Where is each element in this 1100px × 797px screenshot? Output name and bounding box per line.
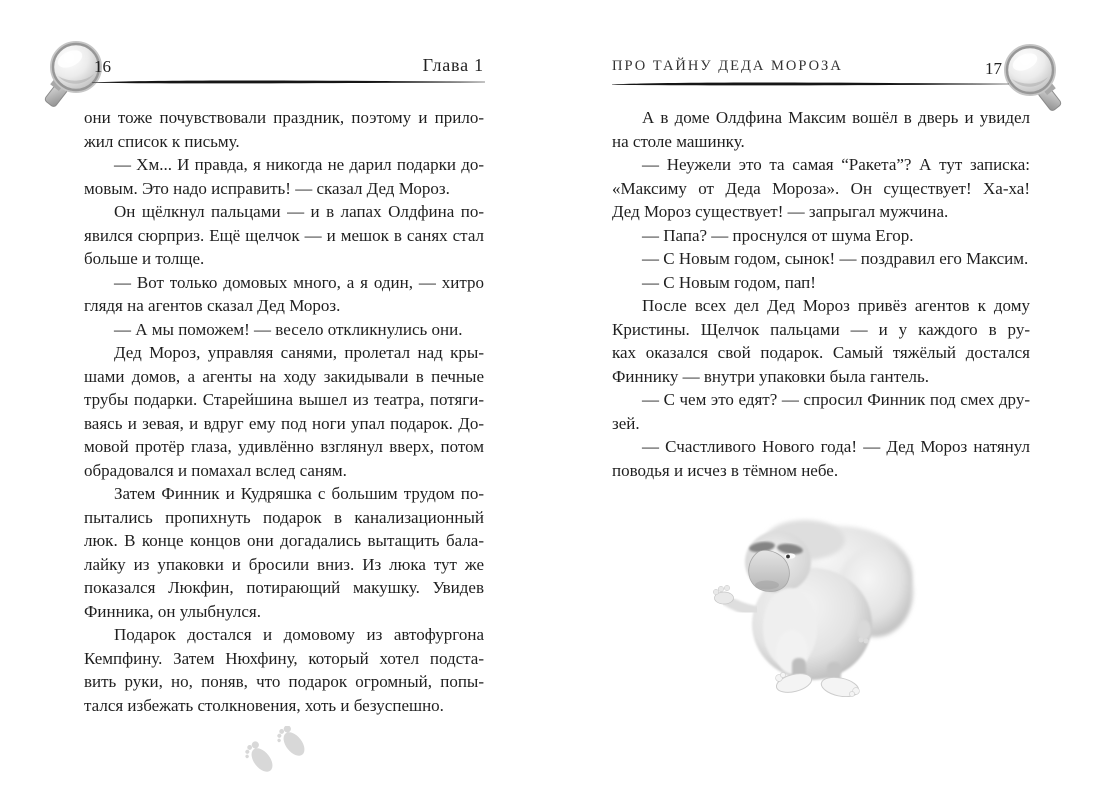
text-line: глядя на агентов сказал Дед Мороз. [84,296,341,315]
header-rule-left [92,80,485,85]
text-line: трубы подарки. Старейшина вышел из театра, потяги- [84,390,484,409]
text-line: ваясь и зевая, и вдруг ему под ноги упал подарок. До- [84,413,484,433]
text-line: Дед Мороз существует! — запрыгал мужчина. [612,202,949,221]
text-line: Затем Финник и Кудряшка с большим трудом по- [114,484,484,503]
text-line: — Папа? — проснулся от шума Егор. [642,225,914,245]
text-line: люк. В конце концов они догадались вытащить бала- [84,531,484,550]
text-line: тался избежать столкновения, хоть и безуспешно. [84,695,444,715]
text-line: «Максиму от Деда Мороза». Он существует! Ха-ха! [612,178,1030,198]
paragraph [84,200,484,271]
footprints-icon [238,726,322,782]
paragraph [612,106,1030,153]
paragraph [84,482,484,623]
creature-illustration [710,512,920,697]
text-column-right [612,106,1030,482]
paragraph [612,153,1030,224]
text-line: больше и толще. [84,249,205,268]
text-line: — С чем это едят? — спросил Финник под смех дру- [642,390,1030,409]
text-line: — Хм... И правда, я никогда не дарил подарки до- [114,155,484,174]
paragraph [84,623,484,717]
text-line: — Вот только домовых много, а я один, — хитро [114,272,484,292]
text-line: Кристины. Щелчок пальцами — и у каждого в ру- [612,319,1030,339]
text-line: Он щёлкнул пальцами — и в лапах Олдфина по- [114,202,484,221]
text-line: — С Новым годом, пап! [642,272,816,292]
text-line: Финнику — внутри упаковки была гантель. [612,366,930,386]
text-line: обрадовался и помахал вслед саням. [84,460,347,480]
page-number-right: 17 [985,59,1002,78]
text-line: зей. [612,413,640,433]
text-line: жил список к письму. [84,131,240,151]
text-line: мовой протёр глаза, удивлённо взглянул вверх, потом [84,437,484,456]
text-line: — С Новым годом, сынок! — поздравил его Максим. [642,249,1029,268]
text-line: Дед Мороз, управляя санями, пролетал над кры- [114,343,484,362]
header-rule-right [612,82,1009,87]
paragraph [612,247,1030,271]
text-line: вить руки, но, поняв, что подарок огромный, попы- [84,672,484,691]
text-line: Кемпфину. Затем Нюхфину, который хотел подста- [84,648,484,668]
paragraph [84,153,484,200]
text-line: Подарок достался и домовому из автофургона [114,625,484,644]
text-line: показался Люкфин, потирающий макушку. Увидев [84,578,484,597]
text-line: мовым. Это надо исправить! — сказал Дед Мороз. [84,178,450,198]
paragraph [612,271,1030,295]
text-line: — Счастливого Нового года! — Дед Мороз натянул [642,437,1030,456]
text-column-left [84,106,484,717]
text-line: лайку из упаковки и бросили вниз. Из люка тут же [84,554,484,574]
magnifier-icon [998,40,1070,114]
paragraph [84,106,484,153]
text-line: шами домов, а агенты на ходу закидывали в печные [84,366,484,386]
paragraph [84,341,484,482]
text-line: пытались пропихнуть подарок в канализационный [84,507,484,527]
text-line: на столе машинку. [612,131,745,151]
page-number-left: 16 [94,57,111,76]
text-line: Финника, он улыбнулся. [84,601,261,621]
text-line: поводья и исчез в тёмном небе. [612,460,839,480]
paragraph [612,388,1030,435]
text-line: — А мы поможем! — весело откликнулись они. [114,319,463,339]
text-line: явился сюрприз. Ещё щелчок — и мешок в санях стал [84,225,484,245]
text-line: ках оказался свой подарок. Самый тяжёлый достался [612,343,1030,362]
paragraph [84,271,484,318]
text-line: — Неужели это та самая “Ракета”? А тут записка: [642,155,1030,174]
paragraph [612,294,1030,388]
text-line: А в доме Олдфина Максим вошёл в дверь и увидел [642,108,1030,127]
paragraph [612,224,1030,248]
running-title: ПРО ТАЙНУ ДЕДА МОРОЗА [612,58,843,74]
paragraph [612,435,1030,482]
text-line: они тоже почувствовали праздник, поэтому и прило- [84,108,484,127]
paragraph [84,318,484,342]
text-line: После всех дел Дед Мороз привёз агентов к дому [642,296,1030,315]
chapter-title: Глава 1 [422,55,484,75]
